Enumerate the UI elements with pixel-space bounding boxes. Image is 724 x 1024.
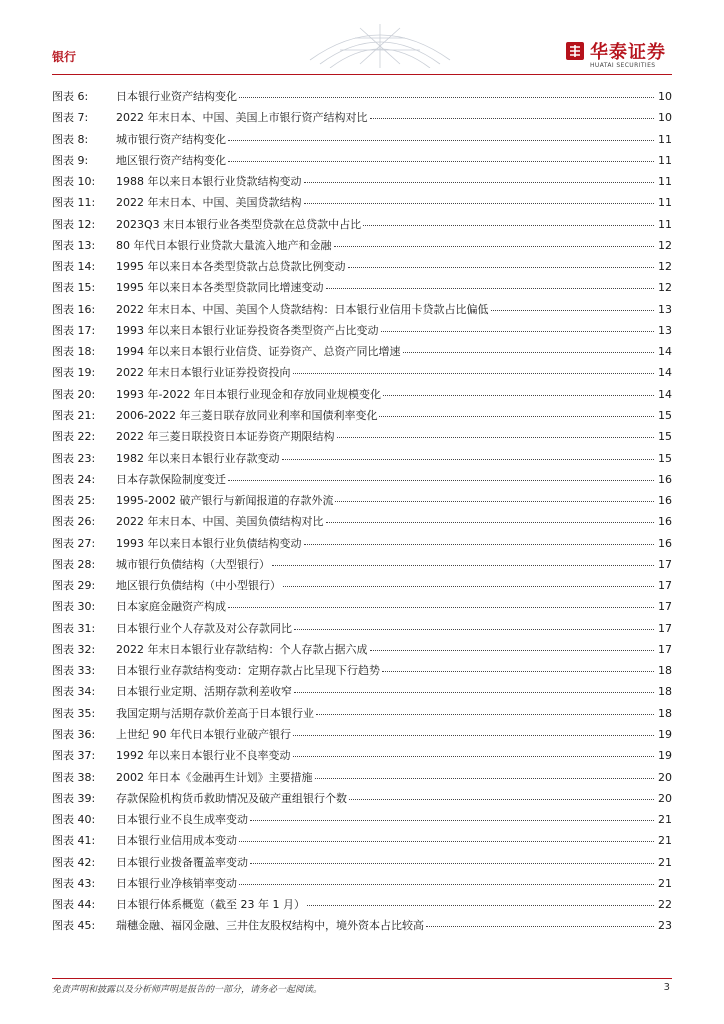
toc-page-number: 21 — [658, 834, 672, 848]
page-number: 3 — [663, 982, 670, 993]
toc-page-number: 11 — [658, 175, 672, 189]
header-decoration — [300, 20, 460, 68]
toc-figure-title: 2022 年末日本银行业存款结构：个人存款占据六成 — [116, 642, 368, 656]
toc-entry[interactable] — [52, 788, 672, 809]
toc-page-number: 11 — [658, 217, 672, 231]
toc-leader-dots — [379, 416, 654, 417]
toc-figure-title: 1982 年以来日本银行业存款变动 — [116, 451, 280, 465]
toc-figure-number: 图表 25: — [52, 494, 96, 508]
toc-page-number: 15 — [658, 408, 672, 422]
toc-figure-title: 1994 年以来日本银行业信贷、证券资产、总资产同比增速 — [116, 345, 401, 359]
toc-entry[interactable] — [52, 703, 672, 724]
toc-figure-title: 2022 年末日本、中国、美国上市银行资产结构对比 — [116, 111, 368, 125]
toc-page-number: 16 — [658, 515, 672, 529]
toc-page-number: 11 — [658, 196, 672, 210]
toc-leader-dots — [304, 182, 655, 183]
toc-page-number: 15 — [658, 430, 672, 444]
toc-entry[interactable] — [52, 341, 672, 362]
toc-figure-number: 图表 13: — [52, 238, 96, 252]
toc-entry[interactable] — [52, 767, 672, 788]
toc-figure-title: 日本银行业不良生成率变动 — [116, 813, 248, 827]
toc-entry[interactable] — [52, 873, 672, 894]
toc-figure-number: 图表 7: — [52, 111, 89, 125]
toc-figure-title: 1995 年以来日本各类型贷款同比增速变动 — [116, 281, 324, 295]
toc-figure-number: 图表 9: — [52, 153, 89, 167]
toc-entry[interactable] — [52, 405, 672, 426]
toc-figure-number: 图表 39: — [52, 791, 96, 805]
toc-leader-dots — [491, 310, 655, 311]
toc-page-number: 10 — [658, 90, 672, 103]
toc-entry[interactable] — [52, 171, 672, 192]
table-of-figures — [52, 86, 672, 937]
toc-figure-number: 图表 22: — [52, 430, 96, 444]
logo-icon — [564, 40, 586, 62]
toc-figure-number: 图表 40: — [52, 813, 96, 827]
toc-entry[interactable] — [52, 511, 672, 532]
toc-page-number: 19 — [658, 727, 672, 741]
toc-page-number: 21 — [658, 876, 672, 890]
toc-entry[interactable] — [52, 660, 672, 681]
toc-figure-number: 图表 42: — [52, 855, 96, 869]
toc-page-number: 18 — [658, 664, 672, 678]
toc-entry[interactable] — [52, 575, 672, 596]
toc-leader-dots — [293, 756, 655, 757]
toc-figure-title: 地区银行负债结构（中小型银行） — [116, 579, 281, 593]
toc-leader-dots — [335, 501, 654, 502]
toc-entry[interactable] — [52, 362, 672, 383]
toc-leader-dots — [403, 352, 655, 353]
toc-page-number: 18 — [658, 685, 672, 699]
toc-figure-title: 2022 年末日本、中国、美国个人贷款结构：日本银行业信用卡贷款占比偏低 — [116, 302, 489, 316]
toc-page-number: 17 — [658, 557, 672, 571]
toc-figure-title: 2002 年日本《金融再生计划》主要措施 — [116, 770, 313, 784]
toc-figure-title: 日本银行业定期、活期存款利差收窄 — [116, 685, 292, 699]
toc-leader-dots — [370, 650, 655, 651]
toc-entry[interactable] — [52, 681, 672, 702]
toc-page-number: 12 — [658, 238, 672, 252]
toc-page-number: 11 — [658, 132, 672, 146]
toc-leader-dots — [326, 288, 655, 289]
toc-figure-number: 图表 10: — [52, 175, 96, 189]
toc-figure-title: 存款保险机构货币救助情况及破产重组银行个数 — [116, 791, 347, 805]
toc-leader-dots — [250, 820, 654, 821]
toc-leader-dots — [239, 97, 654, 98]
toc-entry[interactable] — [52, 554, 672, 575]
toc-figure-number: 图表 28: — [52, 557, 96, 571]
toc-entry[interactable] — [52, 256, 672, 277]
toc-figure-number: 图表 11: — [52, 196, 96, 210]
toc-leader-dots — [307, 905, 654, 906]
toc-figure-number: 图表 41: — [52, 834, 96, 848]
toc-leader-dots — [239, 884, 654, 885]
toc-entry[interactable] — [52, 618, 672, 639]
toc-leader-dots — [228, 161, 654, 162]
toc-entry[interactable] — [52, 745, 672, 766]
toc-figure-number: 图表 19: — [52, 366, 96, 380]
toc-page-number: 17 — [658, 642, 672, 656]
toc-entry[interactable] — [52, 192, 672, 213]
toc-figure-number: 图表 26: — [52, 515, 96, 529]
logo-text: 华泰证券 — [590, 42, 666, 63]
toc-leader-dots — [334, 246, 655, 247]
toc-page-number: 18 — [658, 706, 672, 720]
toc-leader-dots — [349, 799, 654, 800]
toc-figure-title: 日本银行业信用成本变动 — [116, 834, 237, 848]
footer-divider — [52, 978, 672, 979]
toc-figure-number: 图表 37: — [52, 749, 96, 763]
toc-figure-title: 80 年代日本银行业贷款大量流入地产和金融 — [116, 238, 332, 252]
toc-figure-number: 图表 35: — [52, 706, 96, 720]
toc-leader-dots — [382, 671, 654, 672]
toc-leader-dots — [239, 841, 654, 842]
toc-figure-number: 图表 17: — [52, 323, 96, 337]
toc-leader-dots — [370, 118, 655, 119]
toc-leader-dots — [316, 714, 654, 715]
toc-figure-number: 图表 30: — [52, 600, 96, 614]
toc-figure-number: 图表 18: — [52, 345, 96, 359]
toc-figure-title: 1988 年以来日本银行业贷款结构变动 — [116, 175, 302, 189]
toc-figure-title: 日本银行业资产结构变化 — [116, 90, 237, 103]
toc-leader-dots — [250, 863, 654, 864]
toc-entry[interactable] — [52, 894, 672, 915]
toc-page-number: 12 — [658, 260, 672, 274]
toc-entry[interactable] — [52, 129, 672, 150]
toc-leader-dots — [228, 480, 654, 481]
toc-leader-dots — [272, 565, 654, 566]
toc-leader-dots — [283, 586, 654, 587]
toc-figure-title: 我国定期与活期存款价差高于日本银行业 — [116, 706, 314, 720]
toc-leader-dots — [348, 267, 655, 268]
toc-page-number: 20 — [658, 791, 672, 805]
toc-figure-number: 图表 32: — [52, 642, 96, 656]
toc-figure-number: 图表 45: — [52, 919, 96, 933]
section-label: 银行 — [52, 50, 77, 64]
toc-page-number: 14 — [658, 366, 672, 380]
toc-figure-title: 地区银行资产结构变化 — [116, 153, 226, 167]
toc-page-number: 13 — [658, 323, 672, 337]
toc-page-number: 21 — [658, 813, 672, 827]
toc-entry[interactable] — [52, 299, 672, 320]
toc-page-number: 11 — [658, 153, 672, 167]
toc-leader-dots — [304, 203, 655, 204]
toc-leader-dots — [294, 692, 654, 693]
toc-figure-title: 1995 年以来日本各类型贷款占总贷款比例变动 — [116, 260, 346, 274]
toc-figure-number: 图表 27: — [52, 536, 96, 550]
toc-figure-title: 2006-2022 年三菱日联存放同业利率和国债利率变化 — [116, 408, 378, 422]
toc-figure-title: 日本家庭金融资产构成 — [116, 600, 226, 614]
toc-figure-title: 日本银行业存款结构变动：定期存款占比呈现下行趋势 — [116, 664, 380, 678]
toc-page-number: 17 — [658, 600, 672, 614]
toc-figure-number: 图表 34: — [52, 685, 96, 699]
toc-entry[interactable] — [52, 469, 672, 490]
toc-page-number: 17 — [658, 621, 672, 635]
toc-leader-dots — [315, 778, 655, 779]
toc-figure-title: 1993 年以来日本银行业负债结构变动 — [116, 536, 302, 550]
toc-entry[interactable] — [52, 86, 672, 107]
toc-figure-number: 图表 8: — [52, 132, 89, 146]
brand-logo — [564, 38, 674, 72]
toc-page-number: 21 — [658, 855, 672, 869]
toc-figure-title: 1995-2002 破产银行与新闻报道的存款外流 — [116, 494, 334, 508]
toc-page-number: 17 — [658, 579, 672, 593]
toc-page-number: 16 — [658, 494, 672, 508]
header-divider — [52, 74, 672, 75]
toc-page-number: 15 — [658, 451, 672, 465]
toc-entry[interactable] — [52, 277, 672, 298]
toc-leader-dots — [363, 225, 654, 226]
toc-page-number: 14 — [658, 345, 672, 359]
toc-figure-number: 图表 24: — [52, 472, 96, 486]
toc-figure-title: 2023Q3 末日本银行业各类型贷款在总贷款中占比 — [116, 217, 362, 231]
toc-entry[interactable] — [52, 915, 672, 936]
toc-entry[interactable] — [52, 596, 672, 617]
toc-figure-number: 图表 43: — [52, 876, 96, 890]
toc-page-number: 16 — [658, 472, 672, 486]
toc-entry[interactable] — [52, 852, 672, 873]
toc-page-number: 14 — [658, 387, 672, 401]
toc-page-number: 19 — [658, 749, 672, 763]
toc-page-number: 12 — [658, 281, 672, 295]
toc-page-number: 20 — [658, 770, 672, 784]
toc-entry[interactable] — [52, 107, 672, 128]
toc-figure-title: 日本银行业个人存款及对公存款同比 — [116, 621, 292, 635]
toc-entry[interactable] — [52, 830, 672, 851]
toc-leader-dots — [426, 926, 654, 927]
toc-figure-number: 图表 36: — [52, 727, 96, 741]
toc-page-number: 13 — [658, 302, 672, 316]
toc-figure-number: 图表 21: — [52, 408, 96, 422]
toc-entry[interactable] — [52, 214, 672, 235]
toc-figure-title: 1993 年以来日本银行业证券投资各类型资产占比变动 — [116, 323, 379, 337]
toc-leader-dots — [304, 544, 655, 545]
toc-leader-dots — [337, 437, 655, 438]
toc-entry[interactable] — [52, 533, 672, 554]
toc-leader-dots — [293, 735, 654, 736]
toc-figure-number: 图表 31: — [52, 621, 96, 635]
toc-leader-dots — [383, 395, 654, 396]
toc-figure-number: 图表 6: — [52, 90, 89, 103]
toc-figure-title: 瑞穗金融、福冈金融、三井住友股权结构中，境外资本占比较高 — [116, 919, 424, 933]
toc-page-number: 16 — [658, 536, 672, 550]
toc-figure-title: 上世纪 90 年代日本银行业破产银行 — [116, 727, 291, 741]
toc-entry[interactable] — [52, 448, 672, 469]
toc-figure-title: 1993 年-2022 年日本银行业现金和存放同业规模变化 — [116, 387, 381, 401]
toc-leader-dots — [228, 607, 654, 608]
toc-entry[interactable] — [52, 426, 672, 447]
toc-figure-title: 城市银行资产结构变化 — [116, 132, 226, 146]
toc-entry[interactable] — [52, 639, 672, 660]
toc-entry[interactable] — [52, 384, 672, 405]
toc-page-number: 22 — [658, 898, 672, 912]
toc-figure-title: 日本银行业拨备覆盖率变动 — [116, 855, 248, 869]
toc-figure-title: 2022 年末日本银行业证券投资投向 — [116, 366, 291, 380]
toc-figure-number: 图表 15: — [52, 281, 96, 295]
toc-page-number: 10 — [658, 111, 672, 125]
toc-leader-dots — [326, 522, 655, 523]
footer-disclaimer: 免责声明和披露以及分析师声明是报告的一部分，请务必一起阅读。 — [52, 985, 323, 995]
toc-figure-title: 1992 年以来日本银行业不良率变动 — [116, 749, 291, 763]
toc-figure-number: 图表 33: — [52, 664, 96, 678]
toc-figure-number: 图表 20: — [52, 387, 96, 401]
toc-figure-title: 2022 年末日本、中国、美国负债结构对比 — [116, 515, 324, 529]
toc-entry[interactable] — [52, 809, 672, 830]
toc-figure-number: 图表 23: — [52, 451, 96, 465]
toc-figure-title: 日本存款保险制度变迁 — [116, 472, 226, 486]
toc-figure-number: 图表 44: — [52, 898, 96, 912]
toc-page-number: 23 — [658, 919, 672, 933]
toc-figure-number: 图表 38: — [52, 770, 96, 784]
toc-leader-dots — [282, 459, 655, 460]
toc-leader-dots — [381, 331, 655, 332]
toc-figure-number: 图表 16: — [52, 302, 96, 316]
toc-figure-title: 2022 年三菱日联投资日本证券资产期限结构 — [116, 430, 335, 444]
toc-entry[interactable] — [52, 490, 672, 511]
toc-figure-number: 图表 12: — [52, 217, 96, 231]
toc-leader-dots — [293, 373, 655, 374]
toc-entry[interactable] — [52, 235, 672, 256]
toc-figure-number: 图表 14: — [52, 260, 96, 274]
toc-figure-title: 城市银行负债结构（大型银行） — [116, 557, 270, 571]
toc-figure-title: 日本银行业净核销率变动 — [116, 876, 237, 890]
toc-figure-title: 2022 年末日本、中国、美国贷款结构 — [116, 196, 302, 210]
toc-figure-number: 图表 29: — [52, 579, 96, 593]
toc-entry[interactable] — [52, 320, 672, 341]
logo-subtitle: HUATAI SECURITIES — [590, 62, 656, 69]
toc-leader-dots — [228, 140, 654, 141]
toc-entry[interactable] — [52, 724, 672, 745]
toc-entry[interactable] — [52, 150, 672, 171]
toc-leader-dots — [294, 629, 654, 630]
toc-figure-title: 日本银行体系概览（截至 23 年 1 月） — [116, 898, 305, 912]
